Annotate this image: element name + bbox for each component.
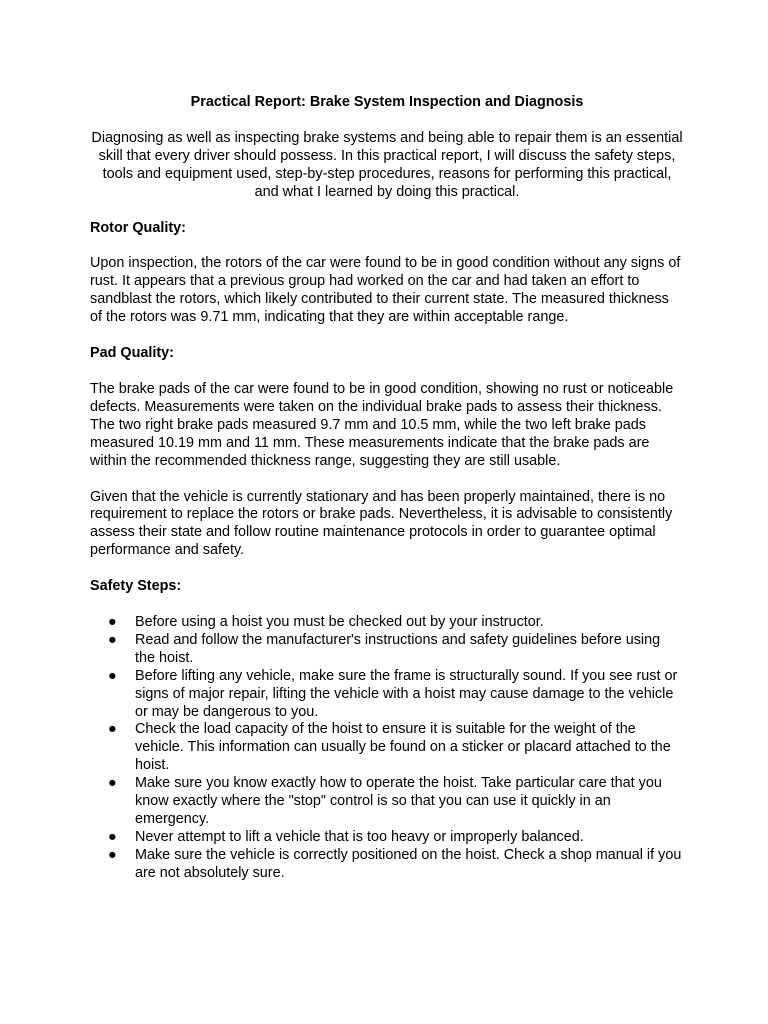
pad-quality-paragraph: The brake pads of the car were found to be in good condition, showing no rust or noticeable defects. Measurements were taken on the individual brake pads to assess their thickness. The two right brake pads measured 9.7 mm and 10.5 mm, while the two left brake pads measured 10.19 mm and 11 mm. These measurements indicate that the brake pads are within the recommended thickness range, suggesting they are still usable. xyxy=(90,380,674,469)
pad-quality-heading: Pad Quality: xyxy=(90,345,174,362)
safety-step-text: Before lifting any vehicle, make sure the frame is structurally sound. If you see rust or signs of major repair, lifting the vehicle with a hoist may cause damage to the vehicle or may be dangerous to you. xyxy=(135,667,678,720)
bullet-icon: ● xyxy=(108,846,117,863)
document-title: Practical Report: Brake System Inspection and Diagnosis xyxy=(190,94,584,110)
document-page xyxy=(90,94,684,883)
safety-steps-heading: Safety Steps: xyxy=(90,578,182,595)
rotor-quality-paragraph: Upon inspection, the rotors of the car were found to be in good condition without any signs of rust. It appears that a previous group had worked on the car and had taken an effort to sandblast the rotors, which likely contributed to their current state. The measured thickness of the rotors was 9.71 mm, indicating that they are within acceptable range. xyxy=(90,255,681,326)
safety-step-item xyxy=(90,721,684,775)
intro-paragraph: Diagnosing as well as inspecting brake systems and being able to repair them is an essential skill that every driver should possess. In this practical report, I will discuss the safety steps, tools and equipment used, step-by-step procedures, reasons for performing this practical, and what I learned by doing this practical. xyxy=(91,129,683,200)
safety-step-item xyxy=(90,847,684,883)
bullet-icon: ● xyxy=(108,631,117,648)
bullet-icon: ● xyxy=(108,775,117,792)
maintenance-summary-paragraph: Given that the vehicle is currently stationary and has been properly maintained, there is no requirement to replace the rotors or brake pads. Nevertheless, it is advisable to consistently assess their state and follow routine maintenance protocols in order to guarantee optimal performance and safety. xyxy=(90,488,673,559)
rotor-quality-heading: Rotor Quality: xyxy=(90,219,186,236)
safety-step-item xyxy=(90,668,684,722)
safety-step-text: Make sure the vehicle is correctly positioned on the hoist. Check a shop manual if you are not absolutely sure. xyxy=(135,846,682,881)
safety-step-item xyxy=(90,614,684,632)
safety-step-text: Check the load capacity of the hoist to ensure it is suitable for the weight of the vehicle. This information can usually be found on a sticker or placard attached to the hoist. xyxy=(135,721,671,774)
bullet-icon: ● xyxy=(108,721,117,738)
safety-step-item xyxy=(90,632,684,668)
safety-step-text: Read and follow the manufacturer's instructions and safety guidelines before using the hoist. xyxy=(135,631,661,666)
safety-step-item xyxy=(90,775,684,829)
safety-step-item xyxy=(90,829,684,847)
safety-steps-list xyxy=(90,614,684,883)
safety-step-text: Before using a hoist you must be checked out by your instructor. xyxy=(135,614,544,631)
bullet-icon: ● xyxy=(108,667,117,684)
safety-step-text: Never attempt to lift a vehicle that is too heavy or improperly balanced. xyxy=(135,828,584,845)
bullet-icon: ● xyxy=(108,828,117,845)
bullet-icon: ● xyxy=(108,614,117,631)
safety-step-text: Make sure you know exactly how to operate the hoist. Take particular care that you know exactly where the "stop" control is so that you can use it quickly in an emergency. xyxy=(135,775,662,827)
